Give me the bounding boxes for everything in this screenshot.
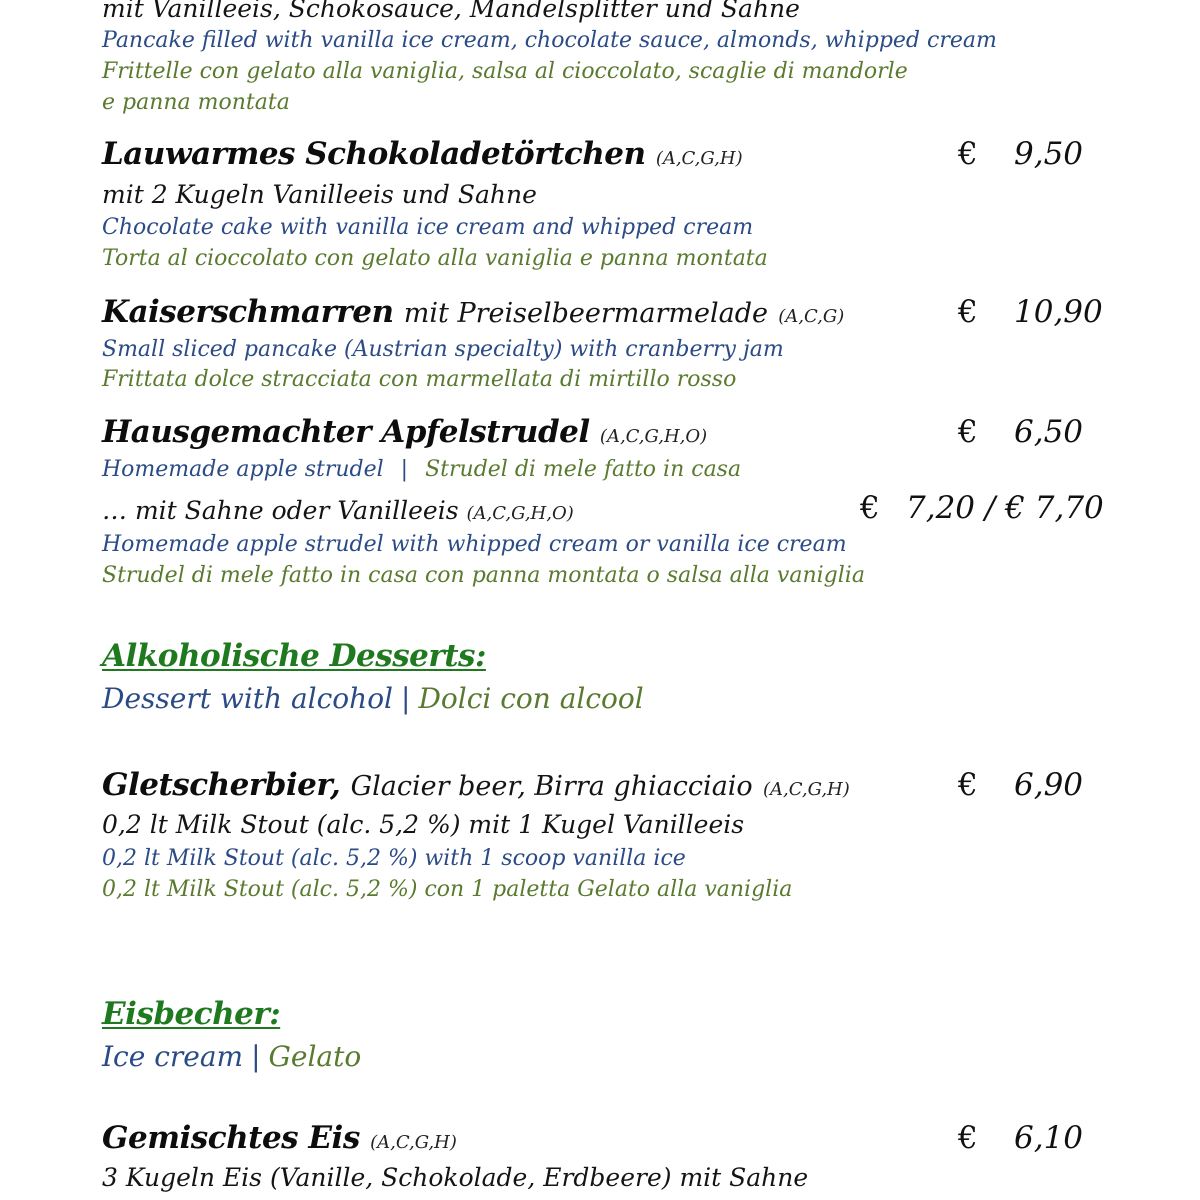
kaiserschmarren-allergens: (A,C,G): [778, 306, 845, 327]
gletscherbier-allergens: (A,C,G,H): [762, 779, 850, 800]
strudel-title: [102, 414, 707, 450]
alcohol-section-sub-en: Dessert with alcohol: [102, 682, 394, 715]
strudel-description-it: Strudel di mele fatto in casa: [425, 457, 742, 482]
kaiserschmarren-title: [102, 294, 844, 330]
gemischtes-name: Gemischtes Eis: [102, 1120, 360, 1156]
alcohol-section-subtitle: [102, 682, 644, 715]
tortchen-description-it: Torta al cioccolato con gelato alla vaniglia e panna montata: [102, 246, 768, 271]
gemischtes-price: 6,10: [1014, 1120, 1084, 1156]
kaiserschmarren-currency: €: [958, 294, 978, 330]
strudel-variant-price: 7,20 / € 7,70: [906, 490, 1104, 526]
gemischtes-allergens: (A,C,G,H): [370, 1132, 457, 1153]
strudel-variant-description-en: Homemade apple strudel with whipped cream or vanilla ice cream: [102, 532, 847, 557]
strudel-description-en: Homemade apple strudel: [102, 457, 384, 482]
strudel-variant-allergens: (A,C,G,H,O): [466, 503, 574, 524]
eis-section-title: Eisbecher:: [102, 996, 281, 1032]
gletscherbier-description-en: 0,2 lt Milk Stout (alc. 5,2 %) with 1 scoop vanilla ice: [102, 846, 686, 871]
strudel-currency: €: [958, 414, 978, 450]
gletscherbier-title: [102, 767, 850, 803]
alcohol-section-sub-it: Dolci con alcool: [418, 682, 644, 715]
tortchen-name: Lauwarmes Schokoladetörtchen: [102, 136, 646, 172]
eis-section-sub-en: Ice cream: [102, 1040, 244, 1073]
kaiserschmarren-name: Kaiserschmarren: [102, 294, 394, 330]
gemischtes-description-de: 3 Kugeln Eis (Vanille, Schokolade, Erdbeere) mit Sahne: [102, 1163, 809, 1192]
kaiserschmarren-description-it: Frittata dolce stracciata con marmellata di mirtillo rosso: [102, 367, 737, 392]
pancake-description-en: Pancake filled with vanilla ice cream, chocolate sauce, almonds, whipped cream: [102, 28, 997, 53]
strudel-variant-title: [102, 496, 574, 525]
gletscherbier-description-de: 0,2 lt Milk Stout (alc. 5,2 %) mit 1 Kugel Vanilleeis: [102, 810, 745, 839]
kaiserschmarren-subtitle: mit Preiselbeermarmelade: [403, 298, 768, 329]
eis-section-subtitle: [102, 1040, 361, 1073]
eis-section-separator: |: [251, 1040, 261, 1073]
alcohol-section-separator: |: [401, 682, 411, 715]
pancake-description-de: mit Vanilleeis, Schokosauce, Mandelsplitter und Sahne: [102, 0, 800, 23]
tortchen-description-en: Chocolate cake with vanilla ice cream and whipped cream: [102, 215, 754, 240]
tortchen-currency: €: [958, 136, 978, 172]
kaiserschmarren-description-en: Small sliced pancake (Austrian specialty) with cranberry jam: [102, 337, 784, 362]
eis-section-sub-it: Gelato: [268, 1040, 362, 1073]
gletscherbier-description-it: 0,2 lt Milk Stout (alc. 5,2 %) con 1 paletta Gelato alla vaniglia: [102, 877, 793, 902]
strudel-separator: |: [400, 457, 409, 482]
tortchen-title: [102, 136, 743, 172]
gletscherbier-currency: €: [958, 767, 978, 803]
pancake-description-it-line2: e panna montata: [102, 90, 290, 115]
pancake-description-it-line1: Frittelle con gelato alla vaniglia, salsa al cioccolato, scaglie di mandorle: [102, 59, 908, 84]
strudel-price: 6,50: [1014, 414, 1084, 450]
strudel-variant-currency: €: [860, 490, 880, 526]
gemischtes-currency: €: [958, 1120, 978, 1156]
strudel-variant-de: … mit Sahne oder Vanilleeis: [102, 496, 459, 525]
tortchen-allergens: (A,C,G,H): [655, 148, 743, 169]
alcohol-section-title: Alkoholische Desserts:: [102, 638, 486, 674]
gemischtes-title: [102, 1120, 457, 1156]
gletscherbier-name: Gletscherbier,: [102, 767, 341, 803]
strudel-allergens: (A,C,G,H,O): [599, 426, 708, 447]
gletscherbier-price: 6,90: [1014, 767, 1084, 803]
kaiserschmarren-price: 10,90: [1014, 294, 1103, 330]
strudel-description-line: [102, 457, 741, 482]
tortchen-description-de: mit 2 Kugeln Vanilleeis und Sahne: [102, 180, 537, 209]
tortchen-price: 9,50: [1014, 136, 1084, 172]
strudel-name: Hausgemachter Apfelstrudel: [102, 414, 590, 450]
gletscherbier-subtitle: Glacier beer, Birra ghiacciaio: [350, 771, 753, 802]
strudel-variant-description-it: Strudel di mele fatto in casa con panna montata o salsa alla vaniglia: [102, 563, 865, 588]
